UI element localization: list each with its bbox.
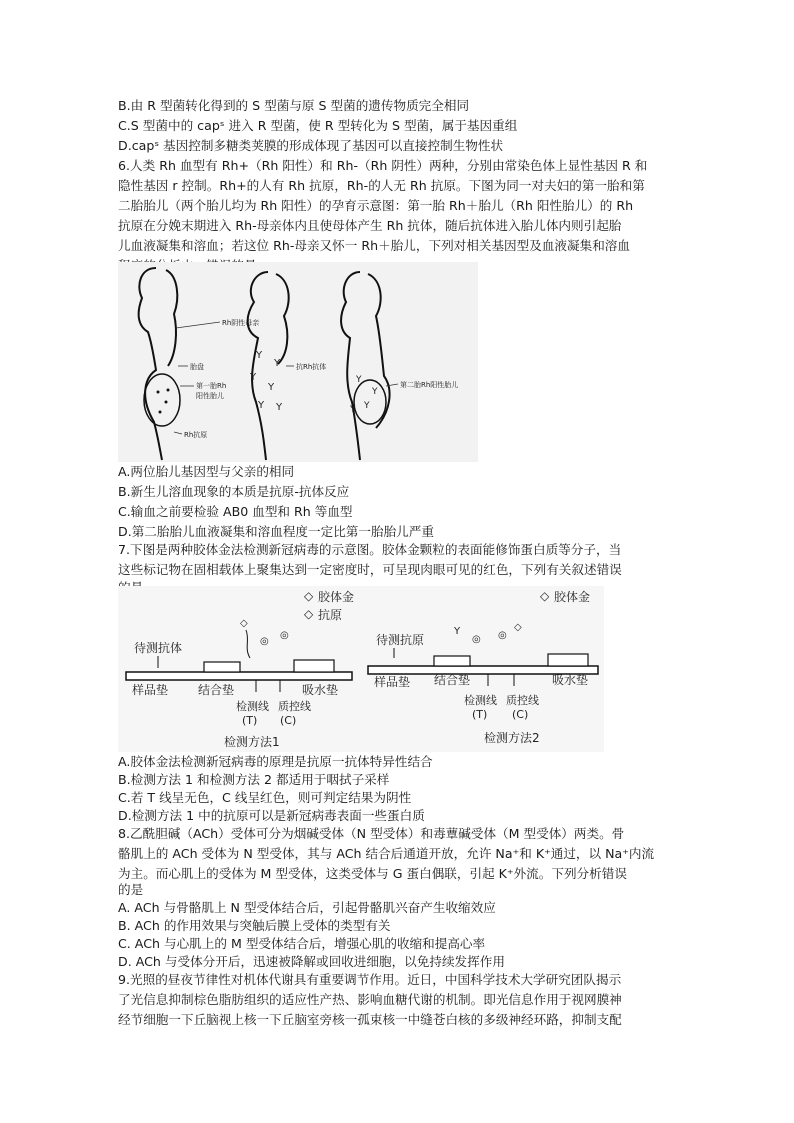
m1-test-line: 检测线 (236, 700, 269, 713)
svg-text:Y: Y (454, 626, 461, 637)
q8-option-a: A. ACh 与骨骼肌上 N 型受体结合后，引起骨骼肌兴奋产生收缩效应 (118, 900, 496, 915)
m2-control-line-code: (C) (512, 708, 529, 721)
q7-option-b: B.检测方法 1 和检测方法 2 都适用于咽拭子采样 (118, 772, 390, 787)
m2-sample-pad: 样品垫 (374, 675, 411, 689)
q8-stem-2: 骼肌上的 ACh 受体为 N 型受体，其与 ACh 结合后通道开放，允许 Na⁺和 K⁺通过，以 Na⁺内流 (118, 846, 655, 861)
svg-text:Y: Y (364, 401, 370, 411)
caption-method-1: 检测方法1 (224, 735, 280, 749)
legend-colloidal-gold-2: 胶体金 (554, 590, 591, 604)
svg-text:◇: ◇ (304, 607, 314, 621)
svg-text:Y: Y (276, 402, 283, 413)
q8-option-d: D. ACh 与受体分开后，迅速被降解或回收进细胞，以免持续发挥作用 (118, 954, 505, 969)
q6-stem-4: 抗原在分娩末期进入 Rh-母亲体内且使母体产生 Rh 抗体，随后抗体进入胎儿体内则引起胎 (118, 218, 622, 233)
q7-option-c: C.若 T 线呈无色，C 线呈红色，则可判定结果为阴性 (118, 790, 412, 805)
q7-stem-1: 7.下图是两种胶体金法检测新冠病毒的示意图。胶体金颗粒的表面能修饰蛋白质等分子，当 (118, 542, 622, 557)
q8-stem-3: 为主。而心肌上的受体为 M 型受体，这类受体与 G 蛋白偶联，引起 K⁺外流。下列分析错误 (118, 866, 627, 881)
svg-text:Y: Y (258, 400, 265, 411)
m1-strip (126, 672, 352, 680)
q8-stem-4: 的是 (118, 882, 144, 897)
svg-text:Y: Y (372, 387, 378, 397)
rh-pregnancy-figure (118, 262, 478, 462)
m1-control-line: 质控线 (278, 700, 311, 713)
svg-text:Y: Y (250, 372, 257, 383)
q9-stem-2: 了光信息抑制棕色脂肪组织的适应性产热、影响血糖代谢的机制。即光信息作用于视网膜神 (118, 992, 622, 1007)
svg-text:Y: Y (268, 382, 275, 393)
svg-text:◇: ◇ (540, 589, 550, 603)
q6-stem-3: 二胎胎儿（两个胎儿均为 Rh 阳性）的孕育示意图：第一胎 Rh＋胎儿（Rh 阳性胎儿）的 Rh (118, 198, 634, 213)
svg-text:Y: Y (256, 350, 263, 361)
label-first-fetus-2: 阳性胎儿 (196, 392, 224, 400)
q8-stem-1: 8.乙酰胆碱（ACh）受体可分为烟碱受体（N 型受体）和毒蕈碱受体（M 型受体）两类。骨 (118, 826, 625, 841)
q6-option-a: A.两位胎儿基因型与父亲的相同 (118, 464, 295, 479)
m2-control-line: 质控线 (506, 694, 539, 707)
m1-sample-pad: 样品垫 (132, 683, 169, 697)
label-rh-negative-mother: Rh阴性母亲 (222, 319, 260, 327)
q9-stem-3: 经节细胞一下丘脑视上核一下丘脑室旁核一孤束核一中缝苍白核的多级神经环路，抑制支配 (118, 1012, 622, 1027)
svg-text:◎: ◎ (498, 630, 507, 641)
caption-method-2: 检测方法2 (484, 731, 540, 745)
q6-stem-5: 儿血液凝集和溶血；若这位 Rh-母亲又怀一 Rh＋胎儿，下列对相关基因型及血液凝集和溶血 (118, 238, 630, 253)
q7-option-a: A.胶体金法检测新冠病毒的原理是抗原一抗体特异性结合 (118, 754, 433, 769)
m2-conjugate-pad: 结合垫 (434, 673, 471, 687)
q6-option-d: D.第二胎胎儿血液凝集和溶血程度一定比第一胎胎儿严重 (118, 524, 434, 539)
svg-text:◎: ◎ (260, 636, 269, 647)
svg-text:◎: ◎ (280, 630, 289, 641)
option-d-q5: D.capˢ 基因控制多糖类荚膜的形成体现了基因可以直接控制生物性状 (118, 138, 504, 153)
m2-sample-label: 待测抗原 (376, 633, 425, 647)
svg-text:Y: Y (350, 405, 356, 415)
m2-test-line-code: (T) (472, 708, 488, 721)
q8-option-c: C. ACh 与心肌上的 M 型受体结合后，增强心肌的收缩和提高心率 (118, 936, 486, 951)
svg-text:◇: ◇ (514, 622, 522, 633)
legend-colloidal-gold-1: 胶体金 (318, 590, 355, 604)
svg-text:◇: ◇ (304, 589, 314, 603)
m1-absorbent-pad: 吸水垫 (302, 683, 339, 697)
q6-option-c: C.输血之前要检验 AB0 血型和 Rh 等血型 (118, 504, 353, 519)
m2-test-line: 检测线 (464, 694, 497, 707)
svg-text:Y: Y (274, 358, 281, 369)
label-rh-antigen: Rh抗原 (184, 431, 208, 439)
label-second-fetus: 第二胎Rh阳性胎儿 (400, 381, 459, 389)
q9-stem-1: 9.光照的昼夜节律性对机体代谢具有重要调节作用。近日，中国科学技术大学研究团队揭示 (118, 972, 622, 987)
option-b-q5: B.由 R 型菌转化得到的 S 型菌与原 S 型菌的遗传物质完全相同 (118, 98, 470, 113)
svg-text:◇: ◇ (240, 618, 248, 629)
q7-stem-2: 这些标记物在固相载体上聚集达到一定密度时，可呈现肉眼可见的红色，下列有关叙述错误 (118, 562, 622, 577)
svg-text:Y: Y (356, 375, 362, 385)
q8-option-b: B. ACh 的作用效果与突触后膜上受体的类型有关 (118, 918, 391, 933)
q6-stem-2: 隐性基因 r 控制。Rh+的人有 Rh 抗原，Rh-的人无 Rh 抗原。下图为同一对夫妇的第一胎和第 (118, 178, 645, 193)
m1-test-line-code: (T) (242, 714, 258, 727)
m2-absorbent-pad: 吸水垫 (552, 673, 589, 687)
m1-sample-label: 待测抗体 (134, 641, 183, 655)
m1-conjugate-pad: 结合垫 (198, 683, 235, 697)
colloidal-gold-figure (118, 586, 604, 752)
m1-control-line-code: (C) (280, 714, 297, 727)
q6-option-b: B.新生儿溶血现象的本质是抗原-抗体反应 (118, 484, 350, 499)
option-c-q5: C.S 型菌中的 capˢ 进入 R 型菌，使 R 型转化为 S 型菌，属于基因重组 (118, 118, 518, 133)
label-first-fetus: 第一胎Rh (196, 382, 227, 390)
q6-stem-1: 6.人类 Rh 血型有 Rh+（Rh 阳性）和 Rh-（Rh 阴性）两种，分别由常染色体上显性基因 R 和 (118, 158, 648, 173)
legend-antigen: 抗原 (318, 608, 343, 622)
q7-option-d: D.检测方法 1 中的抗原可以是新冠病毒表面一些蛋白质 (118, 808, 425, 823)
label-anti-rh-antibody: 抗Rh抗体 (296, 363, 327, 371)
label-placenta: 胎盘 (190, 363, 204, 371)
svg-text:◎: ◎ (472, 634, 481, 645)
